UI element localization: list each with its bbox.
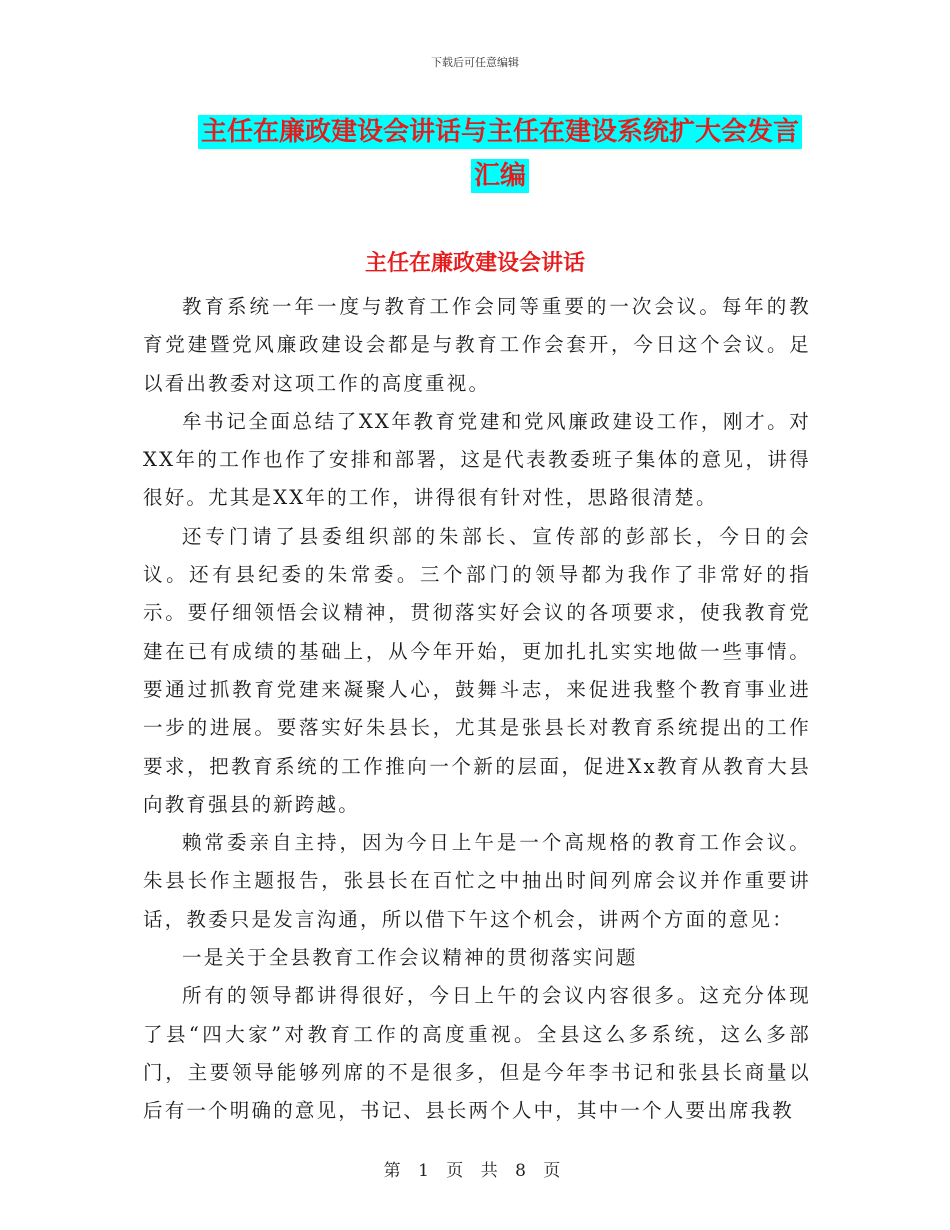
section-title: 主任在廉政建设会讲话 [364,251,585,276]
page-number-footer: 第 1 页 共 8 页 [383,1161,567,1181]
document-title [190,110,810,198]
body-text [143,288,811,1131]
title-line-2: 汇编 [471,159,529,193]
paragraph: 还专门请了县委组织部的朱部长、宣传部的彭部长，今日的会议。还有县纪委的朱常委。三个部门的领导都为我作了非常好的指示。要仔细领悟会议精神，贯彻落实好会议的各项要求，使我教育党建在已有成绩的基础上，从今年开始，更加扎扎实实地做一些事情。要通过抓教育党建来凝聚人心，鼓舞斗志，来促进我整个教育事业进一步的进展。要落实好朱县长，尤其是张县长对教育系统提出的工作要求，把教育系统的工作推向一个新的层面，促进Xx教育从教育大县向教育强县的新跨越。 [143,524,811,816]
header-note: 下载后可任意编辑 [431,56,519,69]
paragraph: 所有的领导都讲得很好，今日上午的会议内容很多。这充分体现了县“四大家”对教育工作的高度重视。全县这么多系统，这么多部门，主要领导能够列席的不是很多，但是今年李书记和张县长商量以后有一个明确的意见，书记、县长两个人中，其中一个人要出席我教 [143,984,811,1123]
paragraph: 赖常委亲自主持，因为今日上午是一个高规格的教育工作会议。朱县长作主题报告，张县长在百忙之中抽出时间列席会议并作重要讲话，教委只是发言沟通，所以借下午这个机会，讲两个方面的意见： [143,831,811,931]
title-line-1: 主任在廉政建设会讲话与主任在建设系统扩大会发言 [198,115,802,149]
paragraph: 教育系统一年一度与教育工作会同等重要的一次会议。每年的教育党建暨党风廉政建设会都是与教育工作会套开，今日这个会议。足以看出教委对这项工作的高度重视。 [143,295,811,395]
paragraph: 牟书记全面总结了XX年教育党建和党风廉政建设工作，刚才。对XX年的工作也作了安排和部署，这是代表教委班子集体的意见，讲得很好。尤其是XX年的工作，讲得很有针对性，思路很清楚。 [143,409,811,510]
paragraph-subheading: 一是关于全县教育工作会议精神的贯彻落实问题 [182,946,638,970]
